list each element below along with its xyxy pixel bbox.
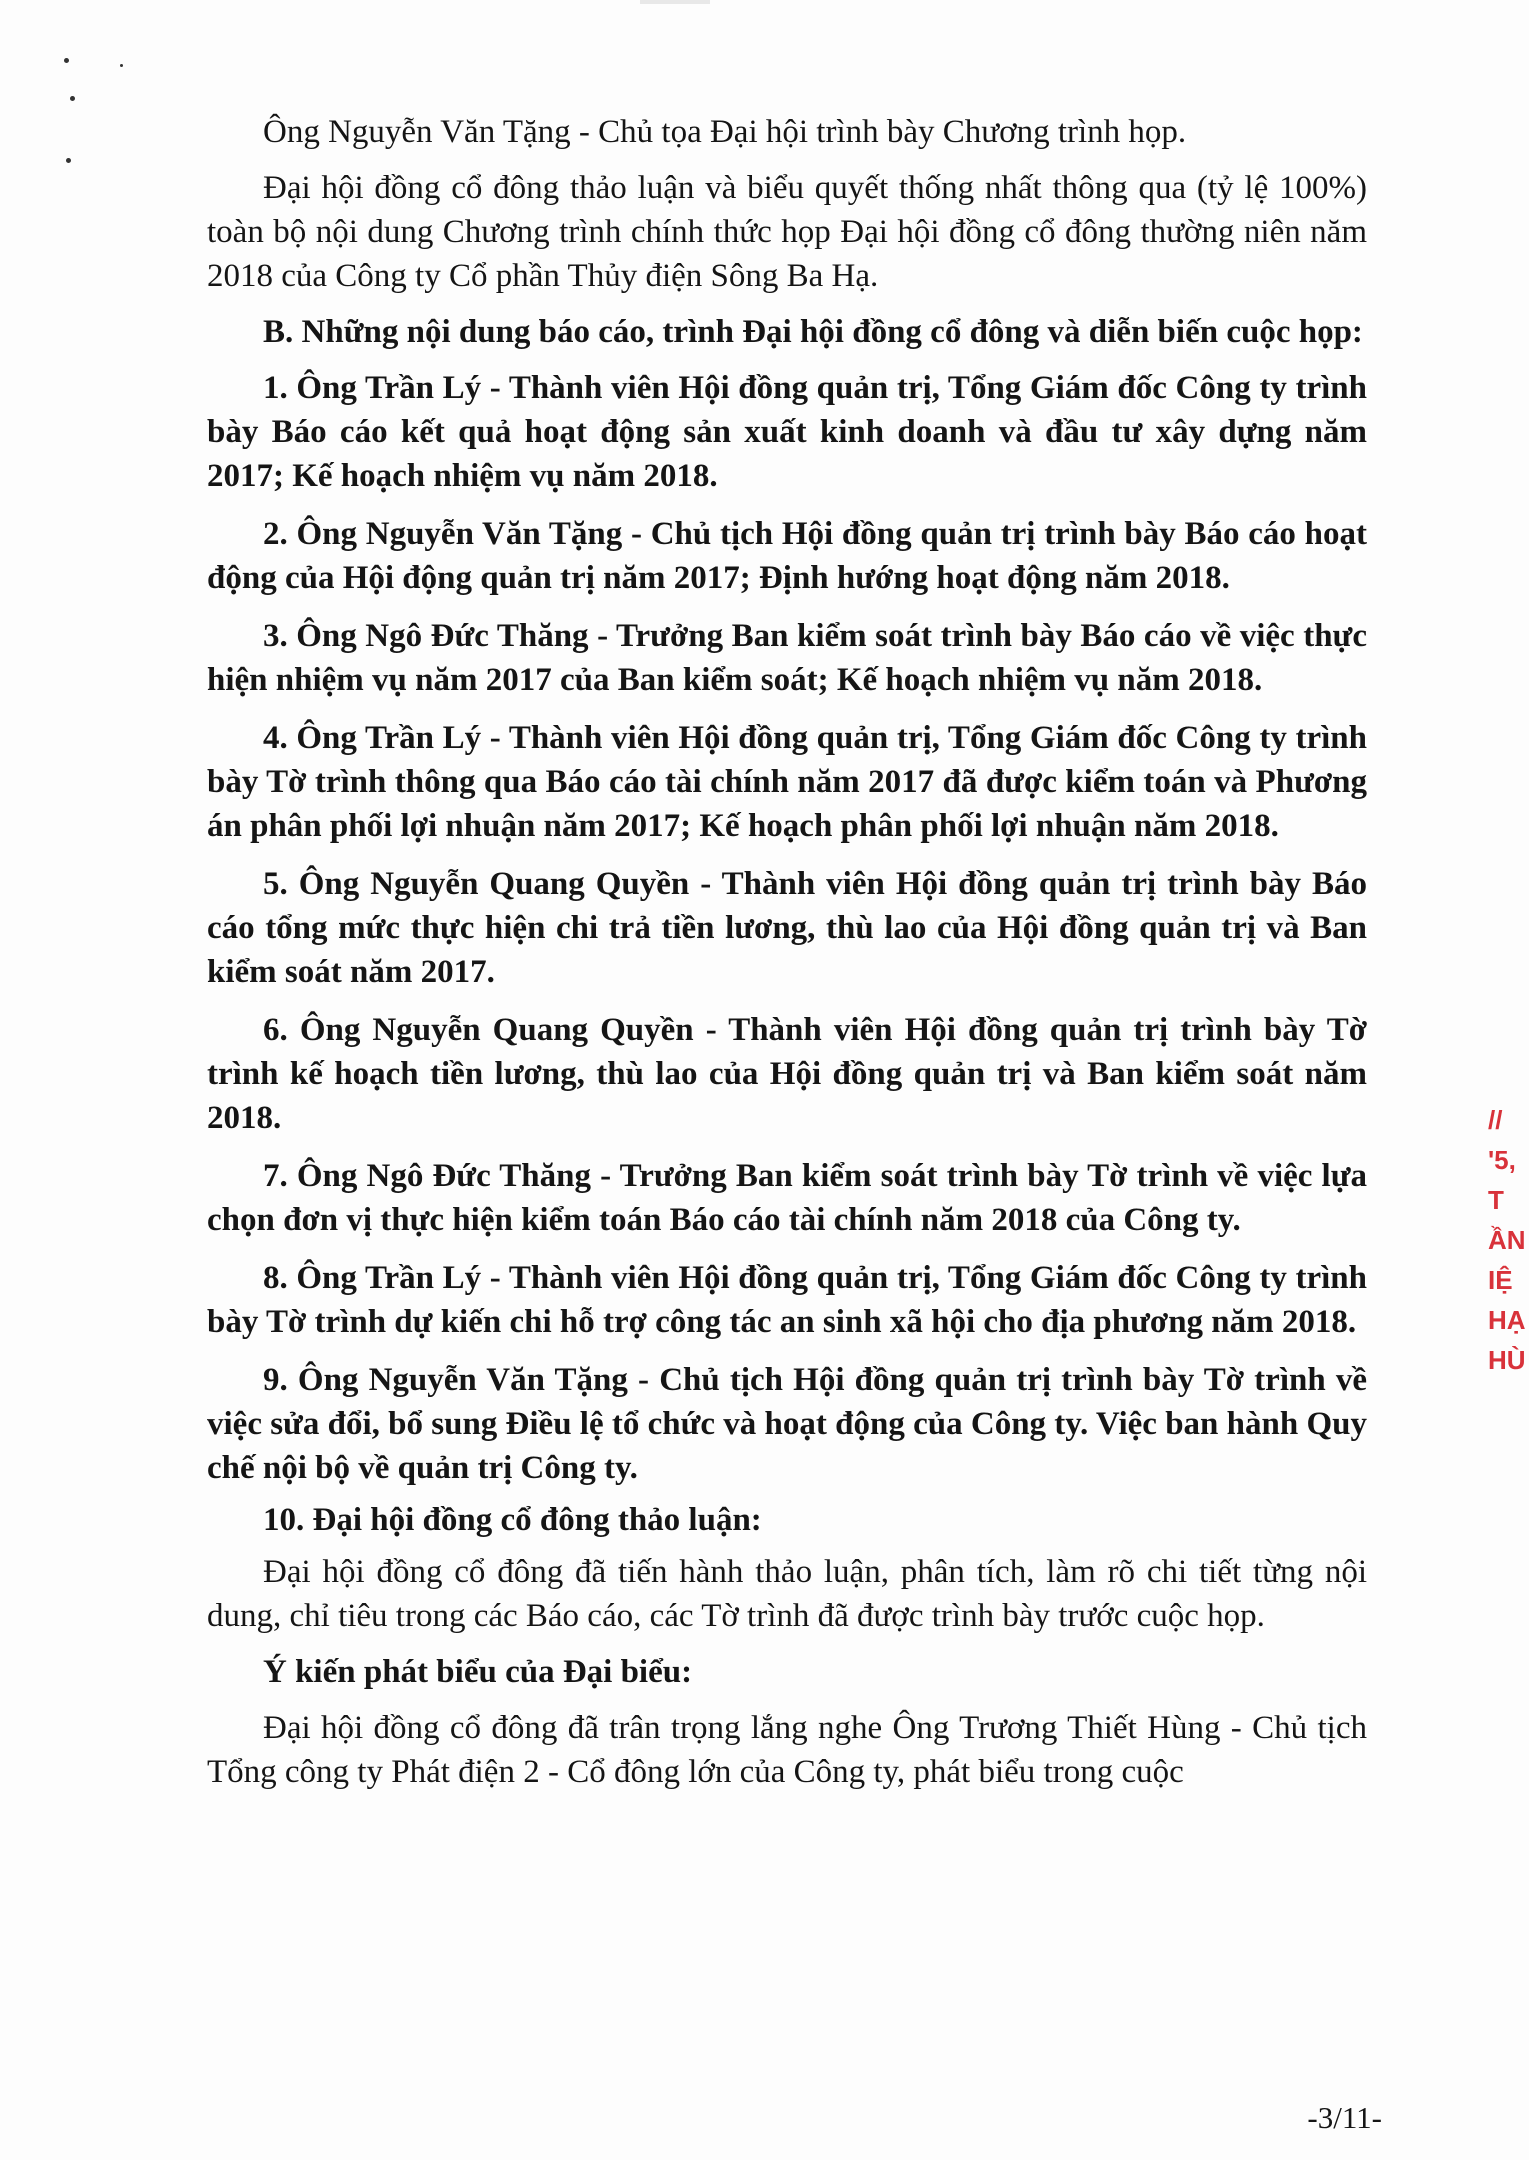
report-item-6: 6. Ông Nguyễn Quang Quyền - Thành viên Hội đồng quản trị trình bày Tờ trình kế hoạch tiền lương, thù lao của Hội đồng quản trị và Ban kiểm soát năm 2018.	[207, 1012, 1367, 1136]
report-item-9: 9. Ông Nguyễn Văn Tặng - Chủ tịch Hội đồng quản trị trình bày Tờ trình về việc sửa đổi, bổ sung Điều lệ tổ chức và hoạt động của Công ty. Việc ban hành Quy chế nội bộ về quản trị Công ty.	[207, 1362, 1367, 1486]
discussion-heading: 10. Đại hội đồng cổ đông thảo luận:	[263, 1502, 762, 1538]
discussion-paragraph: Đại hội đồng cổ đông đã tiến hành thảo luận, phân tích, làm rõ chi tiết từng nội dung, chỉ tiêu trong các Báo cáo, các Tờ trình đã được trình bày trước cuộc họp.	[207, 1554, 1367, 1634]
stamp-fragment: //	[1488, 1105, 1503, 1135]
red-stamp-partial	[1488, 1100, 1529, 1370]
scan-speck	[64, 58, 69, 63]
stamp-fragment: HÙ	[1488, 1345, 1526, 1370]
stamp-fragment: HẠ	[1488, 1305, 1526, 1335]
report-item-7: 7. Ông Ngô Đức Thăng - Trưởng Ban kiểm soát trình bày Tờ trình về việc lựa chọn đơn vị thực hiện kiểm toán Báo cáo tài chính năm 2018 của Công ty.	[207, 1158, 1367, 1238]
report-item-3: 3. Ông Ngô Đức Thăng - Trưởng Ban kiểm soát trình bày Báo cáo về việc thực hiện nhiệm vụ năm 2017 của Ban kiểm soát; Kế hoạch nhiệm vụ năm 2018.	[207, 618, 1367, 698]
chair-presents-agenda: Ông Nguyễn Văn Tặng - Chủ tọa Đại hội trình bày Chương trình họp.	[263, 114, 1187, 150]
stamp-fragment: IỆ	[1488, 1265, 1513, 1295]
agenda-approval-paragraph: Đại hội đồng cổ đông thảo luận và biểu quyết thống nhất thông qua (tỷ lệ 100%) toàn bộ nội dung Chương trình chính thức họp Đại hội đồng cổ đông thường niên năm 2018 của Công ty Cổ phần Thủy điện Sông Ba Hạ.	[207, 170, 1367, 294]
report-item-1: 1. Ông Trần Lý - Thành viên Hội đồng quản trị, Tổng Giám đốc Công ty trình bày Báo cáo kết quả hoạt động sản xuất kinh doanh và đầu tư xây dựng năm 2017; Kế hoạch nhiệm vụ năm 2018.	[207, 370, 1367, 494]
document-body	[207, 110, 1367, 1806]
delegate-opinion-heading: Ý kiến phát biểu của Đại biểu:	[263, 1654, 693, 1690]
delegate-opinion-paragraph: Đại hội đồng cổ đông đã trân trọng lắng nghe Ông Trương Thiết Hùng - Chủ tịch Tổng công ty Phát điện 2 - Cổ đông lớn của Công ty, phát biểu trong cuộc	[207, 1710, 1367, 1790]
scan-speck	[120, 64, 123, 67]
scan-speck	[66, 158, 71, 163]
report-item-5: 5. Ông Nguyễn Quang Quyền - Thành viên Hội đồng quản trị trình bày Báo cáo tổng mức thực hiện chi trả tiền lương, thù lao của Hội đồng quản trị và Ban kiểm soát năm 2017.	[207, 866, 1367, 990]
page-number: -3/11-	[1307, 2100, 1382, 2135]
report-item-4: 4. Ông Trần Lý - Thành viên Hội đồng quản trị, Tổng Giám đốc Công ty trình bày Tờ trình thông qua Báo cáo tài chính năm 2017 đã được kiểm toán và Phương án phân phối lợi nhuận năm 2017; Kế hoạch phân phối lợi nhuận năm 2018.	[207, 720, 1367, 844]
report-item-2: 2. Ông Nguyễn Văn Tặng - Chủ tịch Hội đồng quản trị trình bày Báo cáo hoạt động của Hội động quản trị năm 2017; Định hướng hoạt động năm 2018.	[207, 516, 1367, 596]
scan-artifact	[640, 0, 710, 4]
report-item-8: 8. Ông Trần Lý - Thành viên Hội đồng quản trị, Tổng Giám đốc Công ty trình bày Tờ trình dự kiến chi hỗ trợ công tác an sinh xã hội cho địa phương năm 2018.	[207, 1260, 1367, 1340]
stamp-fragment: T	[1488, 1185, 1504, 1215]
stamp-fragment: ẦN	[1488, 1225, 1526, 1255]
section-b-heading: B. Những nội dung báo cáo, trình Đại hội đồng cổ đông và diễn biến cuộc họp:	[263, 314, 1363, 350]
scan-speck	[70, 96, 75, 101]
stamp-fragment: '5,	[1488, 1145, 1516, 1175]
